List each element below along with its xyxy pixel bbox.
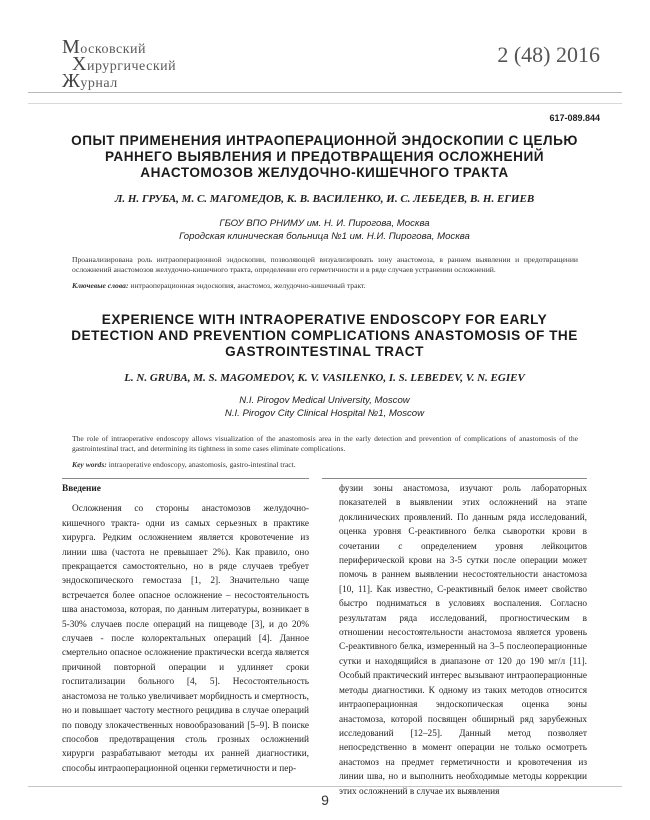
left-column-paragraph: Осложнения со стороны анастомозов желудочно-кишечного тракта- одни из самых серьезных в практике хирурга. Редким осложнением является кровотечение из линии шва (частота не превышает 2%). Как правило, оно прекращается самостоятельно, но в ряде случаев требует эндоскопического гемостаза [1, 2]. Значительно чаще встречается более опасное осложнение – несостоятельность шва анастомоза, которая, по данным литературы, возникает в 5-30% случаев после операций на пищеводе [3], и до 20% случаев - после колоректальных операций [4]. Данное смертельно опасное осложнение практически всегда является причиной повторной операции и удлиняет сроки госпитализации больного [4, 5]. Несостоятельность анастомоза не только увеличивает морбидность и смертность, но и повышает частоту местного рецидива в случае операций по поводу злокачественных новообразований [5–9]. В поиске способов предотвращения столь грозных осложнений хирурги разрабатывают методы их ранней диагностики, способы интраоперационной оценки герметичности и пер- [62, 504, 309, 774]
left-column-rule [62, 478, 309, 479]
authors-ru: Л. Н. ГРУБА, М. С. МАГОМЕДОВ, К. В. ВАСИЛЕНКО, И. С. ЛЕБЕДЕВ, В. Н. ЕГИЕВ [114, 193, 535, 205]
keywords-en [72, 460, 578, 470]
header-rule [28, 92, 622, 104]
keywords-en-text: intraoperative endoscopy, anastomosis, gastro-intestinal tract. [106, 460, 296, 469]
footer-rule [28, 786, 622, 787]
udc-code: 617-089.844 [549, 113, 600, 123]
keywords-ru-text: интраоперационная эндоскопия, анастомоз, желудочно-кишечный тракт. [128, 281, 366, 290]
logo-line-3: Журнал [62, 70, 118, 92]
affiliation-en-line-1: N.I. Pirogov Medical University, Moscow [239, 395, 410, 406]
page-number: 9 [321, 792, 329, 808]
section-heading: Введение [62, 484, 101, 494]
keywords-en-label: Key words: [72, 460, 107, 469]
affiliation-en [62, 394, 587, 420]
keywords-ru [72, 281, 578, 291]
authors-en: L. N. GRUBA, M. S. MAGOMEDOV, K. V. VASILENKO, I. S. LEBEDEV, V. N. EGIEV [124, 372, 525, 384]
right-column [339, 482, 587, 799]
right-column-rule [322, 478, 587, 479]
journal-logo [62, 36, 177, 92]
article-title-ru: ОПЫТ ПРИМЕНЕНИЯ ИНТРАОПЕРАЦИОННОЙ ЭНДОСКОПИИ С ЦЕЛЬЮ РАННЕГО ВЫЯВЛЕНИЯ И ПРЕДОТВРАЩЕНИЯ ОСЛОЖНЕНИЙ АНАСТОМОЗОВ ЖЕЛУДОЧНО-КИШЕЧНОГО ТРАКТА [71, 133, 578, 180]
logo-line-2: Хирургический [72, 53, 177, 75]
right-column-paragraph: фузии зоны анастомоза, изучают роль лабораторных показателей в выявлении этих осложнений на этапе доклинических проявлений. По данным ряда исследований, оценка уровня С-реактивного белка сыворотки крови в сочетании с определением уровня лейкоцитов периферической крови на 3-5 сутки после операции может помочь в раннем выявлении несостоятельности анастомоза [10, 11]. Как известно, С-реактивный белок имеет свойство быстро подниматься в условиях воспаления. Согласно результатам ряда исследований, прогностическим в отношении несостоятельности анастомоза является уровень С-реактивного белка, измеренный на 3–5 послеоперационные сутки и находящийся в диапазоне от 120 до 190 мг/л [11]. Особый практический интерес вызывают интраоперационные методы диагностики. К одному из таких методов относится интраоперационная эндоскопическая оценка зоны анастомоза, которой посвящен обширный ряд зарубежных исследований [12–25]. Данный метод позволяет непосредственно в момент операции не только осмотреть анастомоз на предмет герметичности и кровотечения из линии шва, но и выполнить необходимые методы коррекции этих осложнений в случае их выявления [339, 484, 587, 797]
abstract-en: The role of intraoperative endoscopy allows visualization of the anastomosis area in the early detection and prevention of complications of anastomosis of the gastrointestinal tract, and determining its tightness in some cases eliminate complications. [72, 434, 578, 454]
keywords-ru-label: Ключевые слова: [72, 281, 129, 290]
article-title-en: EXPERIENCE WITH INTRAOPERATIVE ENDOSCOPY FOR EARLY DETECTION AND PREVENTION COMPLICATIONS ANASTOMOSIS OF THE GASTROINTESTINAL TRACT [71, 312, 578, 359]
affiliation-ru-line-2: Городская клиническая больница №1 им. Н.И. Пирогова, Москва [179, 231, 470, 242]
affiliation-en-line-2: N.I. Pirogov City Clinical Hospital №1, Moscow [224, 408, 425, 419]
logo-line-1: Московский [62, 36, 146, 58]
issue-number: 2 (48) 2016 [497, 42, 600, 67]
affiliation-ru-line-1: ГБОУ ВПО РНИМУ им. Н. И. Пирогова, Москва [219, 218, 430, 229]
affiliation-ru [62, 217, 587, 243]
abstract-ru: Проанализирована роль интраоперационной эндоскопии, позволяющей визуализировать зону анастомоза, в раннем выявлении и предотвращении осложнений анастомозов желудочно-кишечного тракта, определении его герметичности и в ряде случаев устранении осложнений. [72, 255, 578, 275]
left-column [62, 482, 309, 776]
